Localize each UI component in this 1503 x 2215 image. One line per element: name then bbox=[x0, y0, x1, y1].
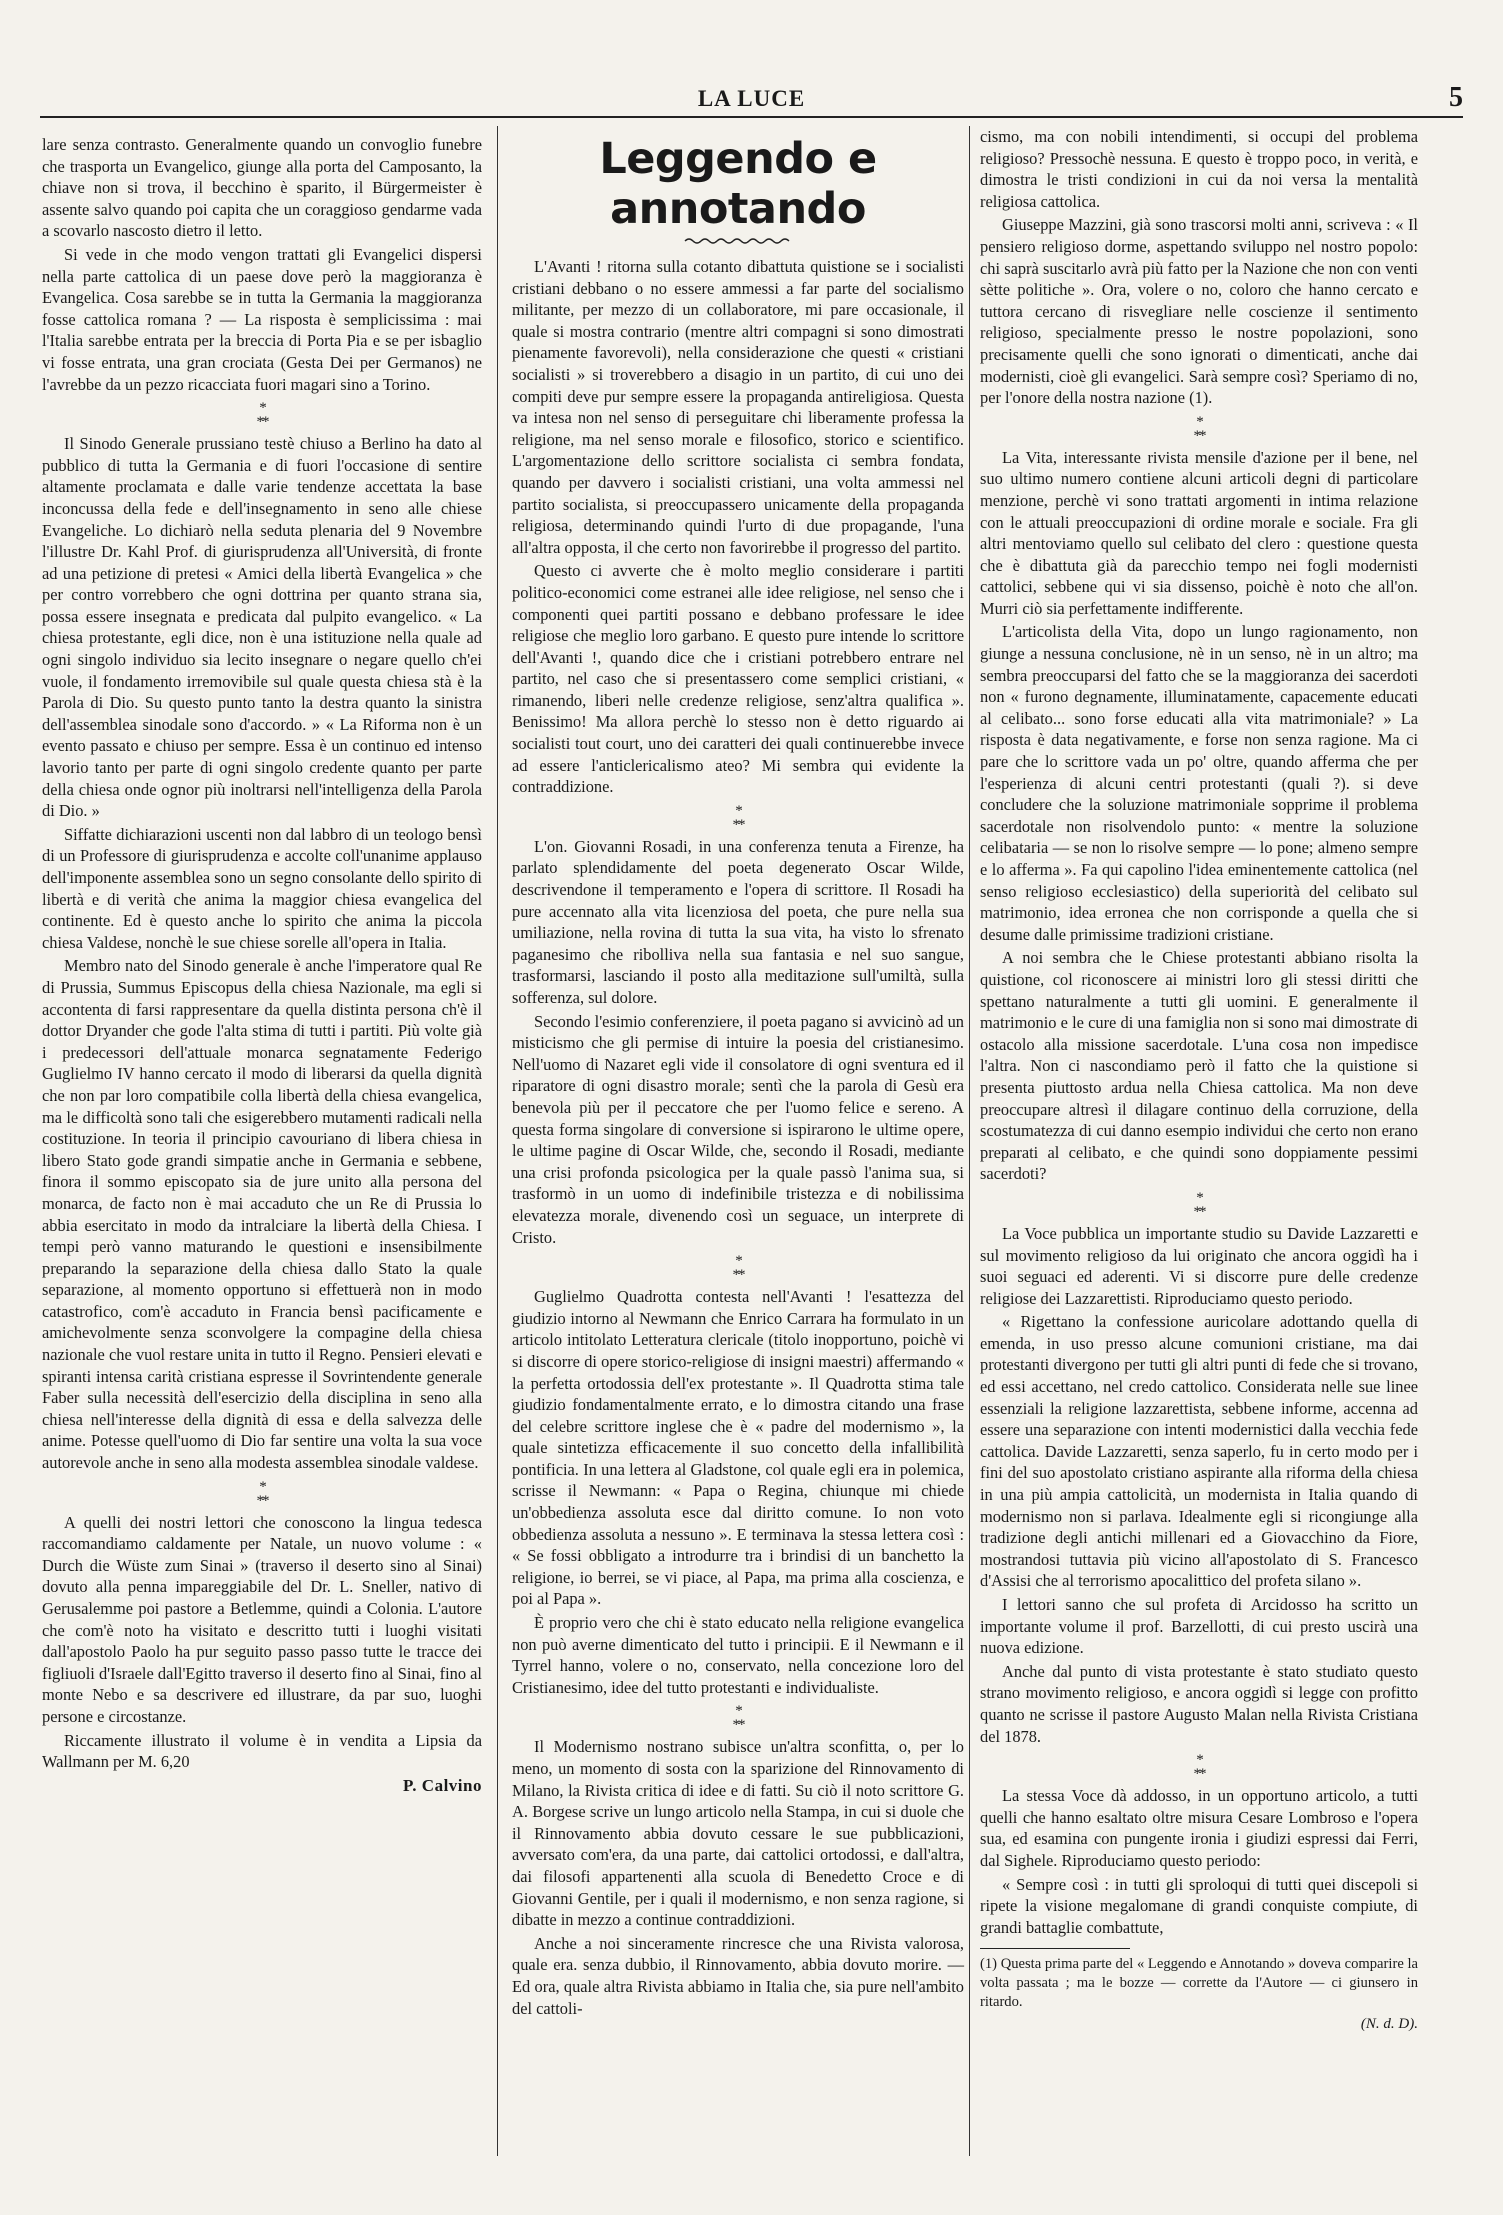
section-separator-stars: * ** bbox=[1193, 1189, 1205, 1220]
paragraph: Guglielmo Quadrotta contesta nell'Avanti ! l'esattezza del giudizio intorno al Newmann che Enrico Carrara ha formulato in un articolo intitolato Letteratura clericale (titolo inopportuno, poichè vi si discorre di opere storico-religiose di insigni maestri) affermando « la perfetta ortodossia dell'ex protestante ». Il Quadrotta stima tale giudizio fondamentalmente errato, e lo dimostra citando una frase del celebre scrittore inglese che è « padre del modernismo », la quale sintetizza efficacemente il suo concetto della infallibilità pontificia. In una lettera al Gladstone, col quale egli era in polemica, scrisse il Newmann: « Papa o Regina, chiunque mi chiede un'obbedienza assoluta esce dal diritto comune. Io non voto obbedienza assoluta a nessuno ». E terminava la stessa lettera così : « Se fossi obbligato a introdurre tra i brindisi di un banchetto la religione, io berrei, se vi piace, al Papa, ma prima alla coscienza, e poi al Papa ». bbox=[512, 1287, 964, 1609]
column-divider bbox=[969, 126, 970, 2156]
section-separator-stars: * ** bbox=[732, 802, 744, 833]
section-separator-stars: * ** bbox=[1193, 413, 1205, 444]
paragraph: I lettori sanno che sul profeta di Arcidosso ha scritto un importante volume il prof. Barzellotti, di cui presto uscirà una nuova edizione. bbox=[980, 1595, 1418, 1658]
paragraph: Il Sinodo Generale prussiano testè chiuso a Berlino ha dato al pubblico di tutta la Germania e di fuori l'occasione di sentire altamente proclamata e dalle varie tendenze accettata la base inconcussa della fede e dell'insegnamento in seno alle chiese Evangeliche. Lo dichiarò nella seduta plenaria del 9 Novembre l'illustre Dr. Kahl Prof. di giurisprudenza all'Università, di fronte ad una petizione di pretesi « Amici della libertà Evangelica » che per contro vorrebbero che ogni dottrina per quanto strana sia, possa essere insegnata e predicata dal pulpito evangelico. « La chiesa protestante, egli dice, non è una istituzione nella quale ad ogni singolo individuo sia lecito insegnare o negare quello ch'ei vuole, il fondamento irremovibile sul quale questa chiesa stà è la Parola di Dio. Su questo punto tanto la destra quanto la sinistra dell'assemblea sinodale sono d'accordo. » « La Riforma non è un evento passato e chiuso per sempre. Essa è un continuo ed intenso lavorio tanto per parte di ogni singolo credente quanto per parte della chiesa onde ognor più inoltrarsi nell'intelligenza della Parola di Dio. » bbox=[42, 434, 482, 821]
section-separator-stars: * ** bbox=[256, 400, 268, 431]
section-separator-stars: * ** bbox=[732, 1703, 744, 1734]
running-title: LA LUCE bbox=[697, 86, 806, 111]
paragraph: lare senza contrasto. Generalmente quando un convoglio funebre che trasporta un Evangelico, giunge alla porta del Camposanto, la chiave non si trova, il becchino è sparito, il Bürgermeister è assente salvo quando poi capita che un coraggioso gendarme vada a scovarlo nascosto dietro il letto. bbox=[42, 135, 482, 241]
page-header bbox=[40, 84, 1463, 118]
paragraph: A quelli dei nostri lettori che conoscono la lingua tedesca raccomandiamo caldamente per Natale, un nuovo volume : « Durch die Wüste zum Sinai » (traverso il deserto sino al Sinai) dovuto alla penna impareggiabile del Dr. L. Sneller, nativo di Gerusalemme poi pastore a Betlemme, quindi a Colonia. L'autore che com'è noto ha visitato e descritto tutti i luoghi visitati dall'apostolo Paolo ha pur seguito passo passo tutte le tracce dei figliuoli d'Israele dall'Egitto traverso il deserto fino al Sinai, fino al monte Nebo e sa descrivere ed illustrare, da par suo, luoghi persone e circostanze. bbox=[42, 1512, 482, 1726]
paragraph: Il Modernismo nostrano subisce un'altra sconfitta, o, per lo meno, un momento di sosta con la sparizione del Rinnovamento di Milano, la Rivista critica di idee e di fatti. Su ciò il noto scrittore G. A. Borgese scrive un lungo articolo nella Stampa, in cui si duole che il Rinnovamento abbia dovuto cessare le sue pubblicazioni, avversato com'era, da una parte, dai cattolici ortodossi, e dall'altra, dai filosofi appartenenti alla scuola di Benedetto Croce e di Giovanni Gentile, per i quali il modernismo, e non senza ragione, si dibatte in mezzo a continue contraddizioni. bbox=[512, 1737, 964, 1930]
paragraph: Giuseppe Mazzini, già sono trascorsi molti anni, scriveva : « Il pensiero religioso dorme, aspettando sviluppo nel nostro popolo: chi saprà suscitarlo avrà più fatto per la Nazione che non con venti sètte politiche ». Ora, volere o no, coloro che hanno cercato e tuttora cercano di risvegliare nelle coscienze il sentimento religioso, specialmente presso le nostre popolazioni, sono precisamente quelli che sono ignorati o dimenticati, anche dai modernisti, cioè gli evangelici. Sarà sempre così? Speriamo di no, per l'onore della nostra nazione (1). bbox=[980, 215, 1418, 408]
footnote-divider bbox=[980, 1948, 1130, 1949]
paragraph: Riccamente illustrato il volume è in vendita a Lipsia da Wallmann per M. 6,20 bbox=[42, 1730, 482, 1772]
paragraph: L'Avanti ! ritorna sulla cotanto dibattuta quistione se i socialisti cristiani debbano o no essere ammessi a far parte del socialismo militante, per mezzo di un collaboratore, mi pare occasionale, il quale si mostra contrario (mentre altri compagni si sono dimostrati pienamente favorevoli), nella considerazione che questi « cristiani socialisti » si troverebbero a disagio in un partito, di cui uno dei compiti deve pur sempre essere la propaganda antireligiosa. Questa va intesa non nel senso di perseguitare chi liberamente professa la religione, ma nel senso morale e filosofico, storico e scientifico. L'argomentazione dello scrittore socialista ci sembra fondata, quando per davvero i socialisti cristiani, una volta ammessi nel partito socialista, si preoccupassero unicamente della propaganda religiosa, determinando quindi l'urto di due propagande, l'una all'altra opposta, il che certo non favorirebbe il progresso del partito. bbox=[512, 257, 964, 557]
paragraph: Membro nato del Sinodo generale è anche l'imperatore qual Re di Prussia, Summus Episcopus della chiesa Nazionale, ma egli si accontenta di farsi rappresentare da quella distinta persona ch'è il dottor Dryander che gode l'alta stima di tutti i partiti. Più volte già i predecessori dell'attuale monarca segnatamente Federigo Guglielmo IV hanno cercato il modo di liberarsi da quella dignità che non par loro compatibile colla libertà della chiesa evangelica, ma le difficoltà sono tali che esigerebbero mutamenti radicali nella costituzione. In teoria il principio cavouriano di libera chiesa in libero Stato gode grandi simpatie anche in Germania e sebbene, finora il sommo episcopato sia de jure unito alla persona del monarca, de facto non è mai accaduto che un Re di Prussia lo abbia esercitato in modo da intralciare la libertà della Chiesa. I tempi però vanno maturando le questioni e insensibilmente preparando la separazione della chiesa dallo Stato la quale separazione, al momento opportuno si effettuerà non in modo catastrofico, com'è accaduto in Francia bensì pacificamente e amichevolmente senza sconvolgere la compagine della chiesa nazionale che vuol restare unita in tutto il Regno. Pensieri elevati e spiranti intensa carità cristiana espresse il Sovrintendente generale Faber sulla necessità dell'esercizio della disciplina in seno alla chiesa nell'interesse della dignità di essa e della salvezza delle anime. Potesse quell'uomo di Dio far sentire una volta la sua voce autorevole anche in seno alla modesta assemblea sinodale valdese. bbox=[42, 956, 482, 1473]
paragraph: Secondo l'esimio conferenziere, il poeta pagano si avvicinò ad un misticismo che gli permise di intuire la poesia del cristianesimo. Nell'uomo di Nazaret egli vide il consolatore di ogni sventura ed il riparatore di ogni disastro morale; sentì che la parola di Gesù era benevola più per il peccatore che per l'uomo felice e sereno. A questa forma singolare di conversione si ispirarono le ultime opere, le ultime pagine di Oscar Wilde, che, secondo il Rosadi, mediante una crisi profonda psicologica per la quale passò l'anima sua, si trasformò in un uomo di indefinibile tristezza e di nobilissima elevatezza morale, divenendo così un seguace, un interprete di Cristo. bbox=[512, 1011, 964, 1247]
footnote-signature: (N. d. D). bbox=[1360, 2016, 1418, 2033]
column-divider bbox=[497, 126, 498, 2156]
section-separator-stars: * ** bbox=[732, 1253, 744, 1284]
section-separator-stars: * ** bbox=[256, 1478, 268, 1509]
column-left bbox=[42, 134, 482, 1798]
paragraph: Questo ci avverte che è molto meglio considerare i partiti politico-economici come estranei alle idee religiose, nel senso che i componenti quei partiti possano e debbano professare le idee religiose che meglio loro garbano. E questo pure intende lo scrittore dell'Avanti !, quando dice che i cristiani potrebbero entrare nel partito, nel caso che si presentassero come semplici cristiani, « rimanendo, liberi nelle credenze religiose, senz'altra qualifica ». Benissimo! Ma allora perchè lo stesso non è detto riguardo ai socialisti tout court, uno dei caratteri dei quali continuerebbe invece ad essere l'anticlericalismo ateo? Mi sembra qui evidente la contraddizione. bbox=[512, 561, 964, 797]
article-headline: Leggendo e annotando bbox=[599, 134, 877, 234]
paragraph: Siffatte dichiarazioni uscenti non dal labbro di un teologo bensì di un Professore di giurisprudenza e accolte coll'unanime applauso dell'imponente assemblea sono un segno consolante dello spirito di libertà e di verità che anima la maggior chiesa evangelica del continente. Ed è questo anche lo spirito che anima la piccola chiesa Valdese, nonchè le sue chiese sorelle all'opera in Italia. bbox=[42, 824, 482, 952]
paragraph: L'on. Giovanni Rosadi, in una conferenza tenuta a Firenze, ha parlato splendidamente del poeta degenerato Oscar Wilde, descrivendone il temperamento e l'opera di scrittore. Il Rosadi ha pure accennato alla vita licenziosa del poeta, che pure nella sua umiliazione, nella rovina di tutta la sua vita, ha visto lo sfrenato paganesimo che ribolliva nella sua fantasia e nel suo sangue, trasformarsi, lasciando il posto alla meditazione sull'umiltà, sulla sofferenza, sul dolore. bbox=[512, 836, 964, 1007]
paragraph: « Sempre così : in tutti gli sproloqui di tutti quei discepoli si ripete la visione megalomane di grandi conquiste compiute, di grandi battaglie combattute, bbox=[980, 1874, 1418, 1937]
paragraph: L'articolista della Vita, dopo un lungo ragionamento, non giunge a nessuna conclusione, nè in un senso, nè in un altro; ma sembra preoccuparsi del fatto che se la maggioranza dei sacerdoti non « furono degnamente, illuminatamente, capacemente educati al celibato... sono forse educati alla vita matrimoniale? » La risposta è data negativamente, e forse non senza ragione. Ma ci pare che lo scrittore vada un po' oltre, quando afferma che per l'esperienza di alcuni centri protestanti (quali ?). si deve concludere che la soluzione matrimoniale sopprime il problema sacerdotale non risolvendolo punto: « mentre la soluzione celibataria — se non lo risolve sempre — lo pone; almeno sempre e lo afferma ». Fa qui capolino l'idea eminentemente cattolica (nel senso religioso ecclesiastico) della superiorità del celibato sul matrimonio, idea erronea che non corrisponde a quella che si desume dalle primissime tradizioni cristiane. bbox=[980, 622, 1418, 944]
paragraph: cismo, ma con nobili intendimenti, si occupi del problema religioso? Pressochè nessuna. E questo è troppo poco, in verità, e dimostra le tristi condizioni in cui da noi versa la mentalità religiosa cattolica. bbox=[980, 127, 1418, 211]
paragraph: È proprio vero che chi è stato educato nella religione evangelica non può averne dimenticato del tutto i principii. E il Newmann e il Tyrrel hanno, volere o no, conservato, nella concezione loro del Cristianesimo, idee del tutto protestanti e individualiste. bbox=[512, 1613, 964, 1697]
paragraph: La Vita, interessante rivista mensile d'azione per il bene, nel suo ultimo numero contiene alcuni articoli degni di particolare menzione, perchè vi sono trattati argomenti in intima relazione con le attuali preoccupazioni di ordine morale e sociale. Fra gli altri mentoviamo quello sul celibato del clero : questione questa che è dibattuta già da parecchio tempo nei fogli modernisti cattolici, sebbene qui vi sia dissenso, poichè è noto che all'on. Murri ciò sia perfettamente indifferente. bbox=[980, 447, 1418, 618]
paragraph: Anche dal punto di vista protestante è stato studiato questo strano movimento religioso, e ancora oggidì si legge con profitto quanto ne scrisse il pastore Augusto Malan nella Rivista Cristiana del 1878. bbox=[980, 1661, 1418, 1746]
paragraph: La stessa Voce dà addosso, in un opportuno articolo, a tutti quelli che hanno esaltato oltre misura Cesare Lombroso e l'opera sua, ed esamina con pungente ironia i giudizi espressi dai Ferri, dal Sighele. Riproduciamo questo periodo: bbox=[980, 1786, 1418, 1870]
paragraph: La Voce pubblica un importante studio su Davide Lazzaretti e sul movimento religioso da lui originato che ancora oggidì ha i suoi seguaci ed aderenti. Vi si discorre pure delle credenze religiose dei Lazzarettisti. Riproduciamo questo periodo. bbox=[980, 1223, 1418, 1308]
author-signature: P. Calvino bbox=[402, 1775, 482, 1795]
headline-ornament bbox=[683, 236, 793, 246]
paragraph: « Rigettano la confessione auricolare adottando quella di emenda, in uso presso alcune comunioni cristiane, ma dai protestanti divergono per tutti gli altri punti di fede che si trovano, ed essi accettano, nel credo cattolico. Considerata nelle sue linee essenziali la religione lazzarettista, sebbene informe, accenna ad essere una separazione con intenti modernistici dalla vecchia fede cattolica. Davide Lazzaretti, senza saperlo, fu in certo modo per i fini del suo apostolato cristiano aspirante alla riforma della chiesa in una più ampia cattolicità, un modernista in Italia quando di modernismo non si parlava. Idealmente egli si ricongiunge alla tradizione degli antichi millenari ed a Giovacchino da Fiore, mostrandosi tuttavia più vicino all'apostolato di S. Francesco d'Assisi che al terrorismo apocalittico del profeta silano ». bbox=[980, 1312, 1418, 1591]
section-separator-stars: * ** bbox=[1193, 1752, 1205, 1783]
paragraph: Si vede in che modo vengon trattati gli Evangelici dispersi nella parte cattolica di un paese dove però la maggioranza è Evangelica. Cosa sarebbe se in tutta la Germania la maggioranza fosse cattolica romana ? — La risposta è semplicissima : mai l'Italia sarebbe entrata per la breccia di Porta Pia e se per isbaglio vi fosse entrata, una gran crociata (Gesta Dei per Germanos) ne l'avrebbe da un pezzo ricacciata fuori magari sino a Torino. bbox=[42, 244, 482, 394]
paragraph: A noi sembra che le Chiese protestanti abbiano risolta la quistione, col riconoscere ai ministri loro gli stessi diritti che spettano naturalmente a tutti gli uomini. E generalmente il matrimonio e le cure di una famiglia non si sono mai dimostrate di ostacolo alla missione sacerdotale. L'una cosa non impedisce l'altra. Non ci nascondiamo però il fatto che la quistione si presenta piuttosto ardua nella Chiesa cattolica. Ma non deve preoccupare altresì il dilagare continuo della corruzione, della scostumatezza di cui danno esempio individui che certo non erano preparati al celibato, e che quindi sono doppiamente pessimi sacerdoti? bbox=[980, 948, 1418, 1184]
column-middle bbox=[512, 134, 964, 2021]
footnote: (1) Questa prima parte del « Leggendo e Annotando » doveva comparire la volta passata ; ma le bozze — corrette da l'Autore — ci giunsero in ritardo. bbox=[980, 1956, 1418, 2011]
column-right bbox=[980, 126, 1418, 2038]
page-number: 5 bbox=[1449, 82, 1463, 113]
paragraph: Anche a noi sinceramente rincresce che una Rivista valorosa, quale era. senza dubbio, il Rinnovamento, abbia dovuto morire. — Ed ora, quale altra Rivista abbiamo in Italia che, sia pure nell'ambito del cattoli- bbox=[512, 1933, 964, 2018]
